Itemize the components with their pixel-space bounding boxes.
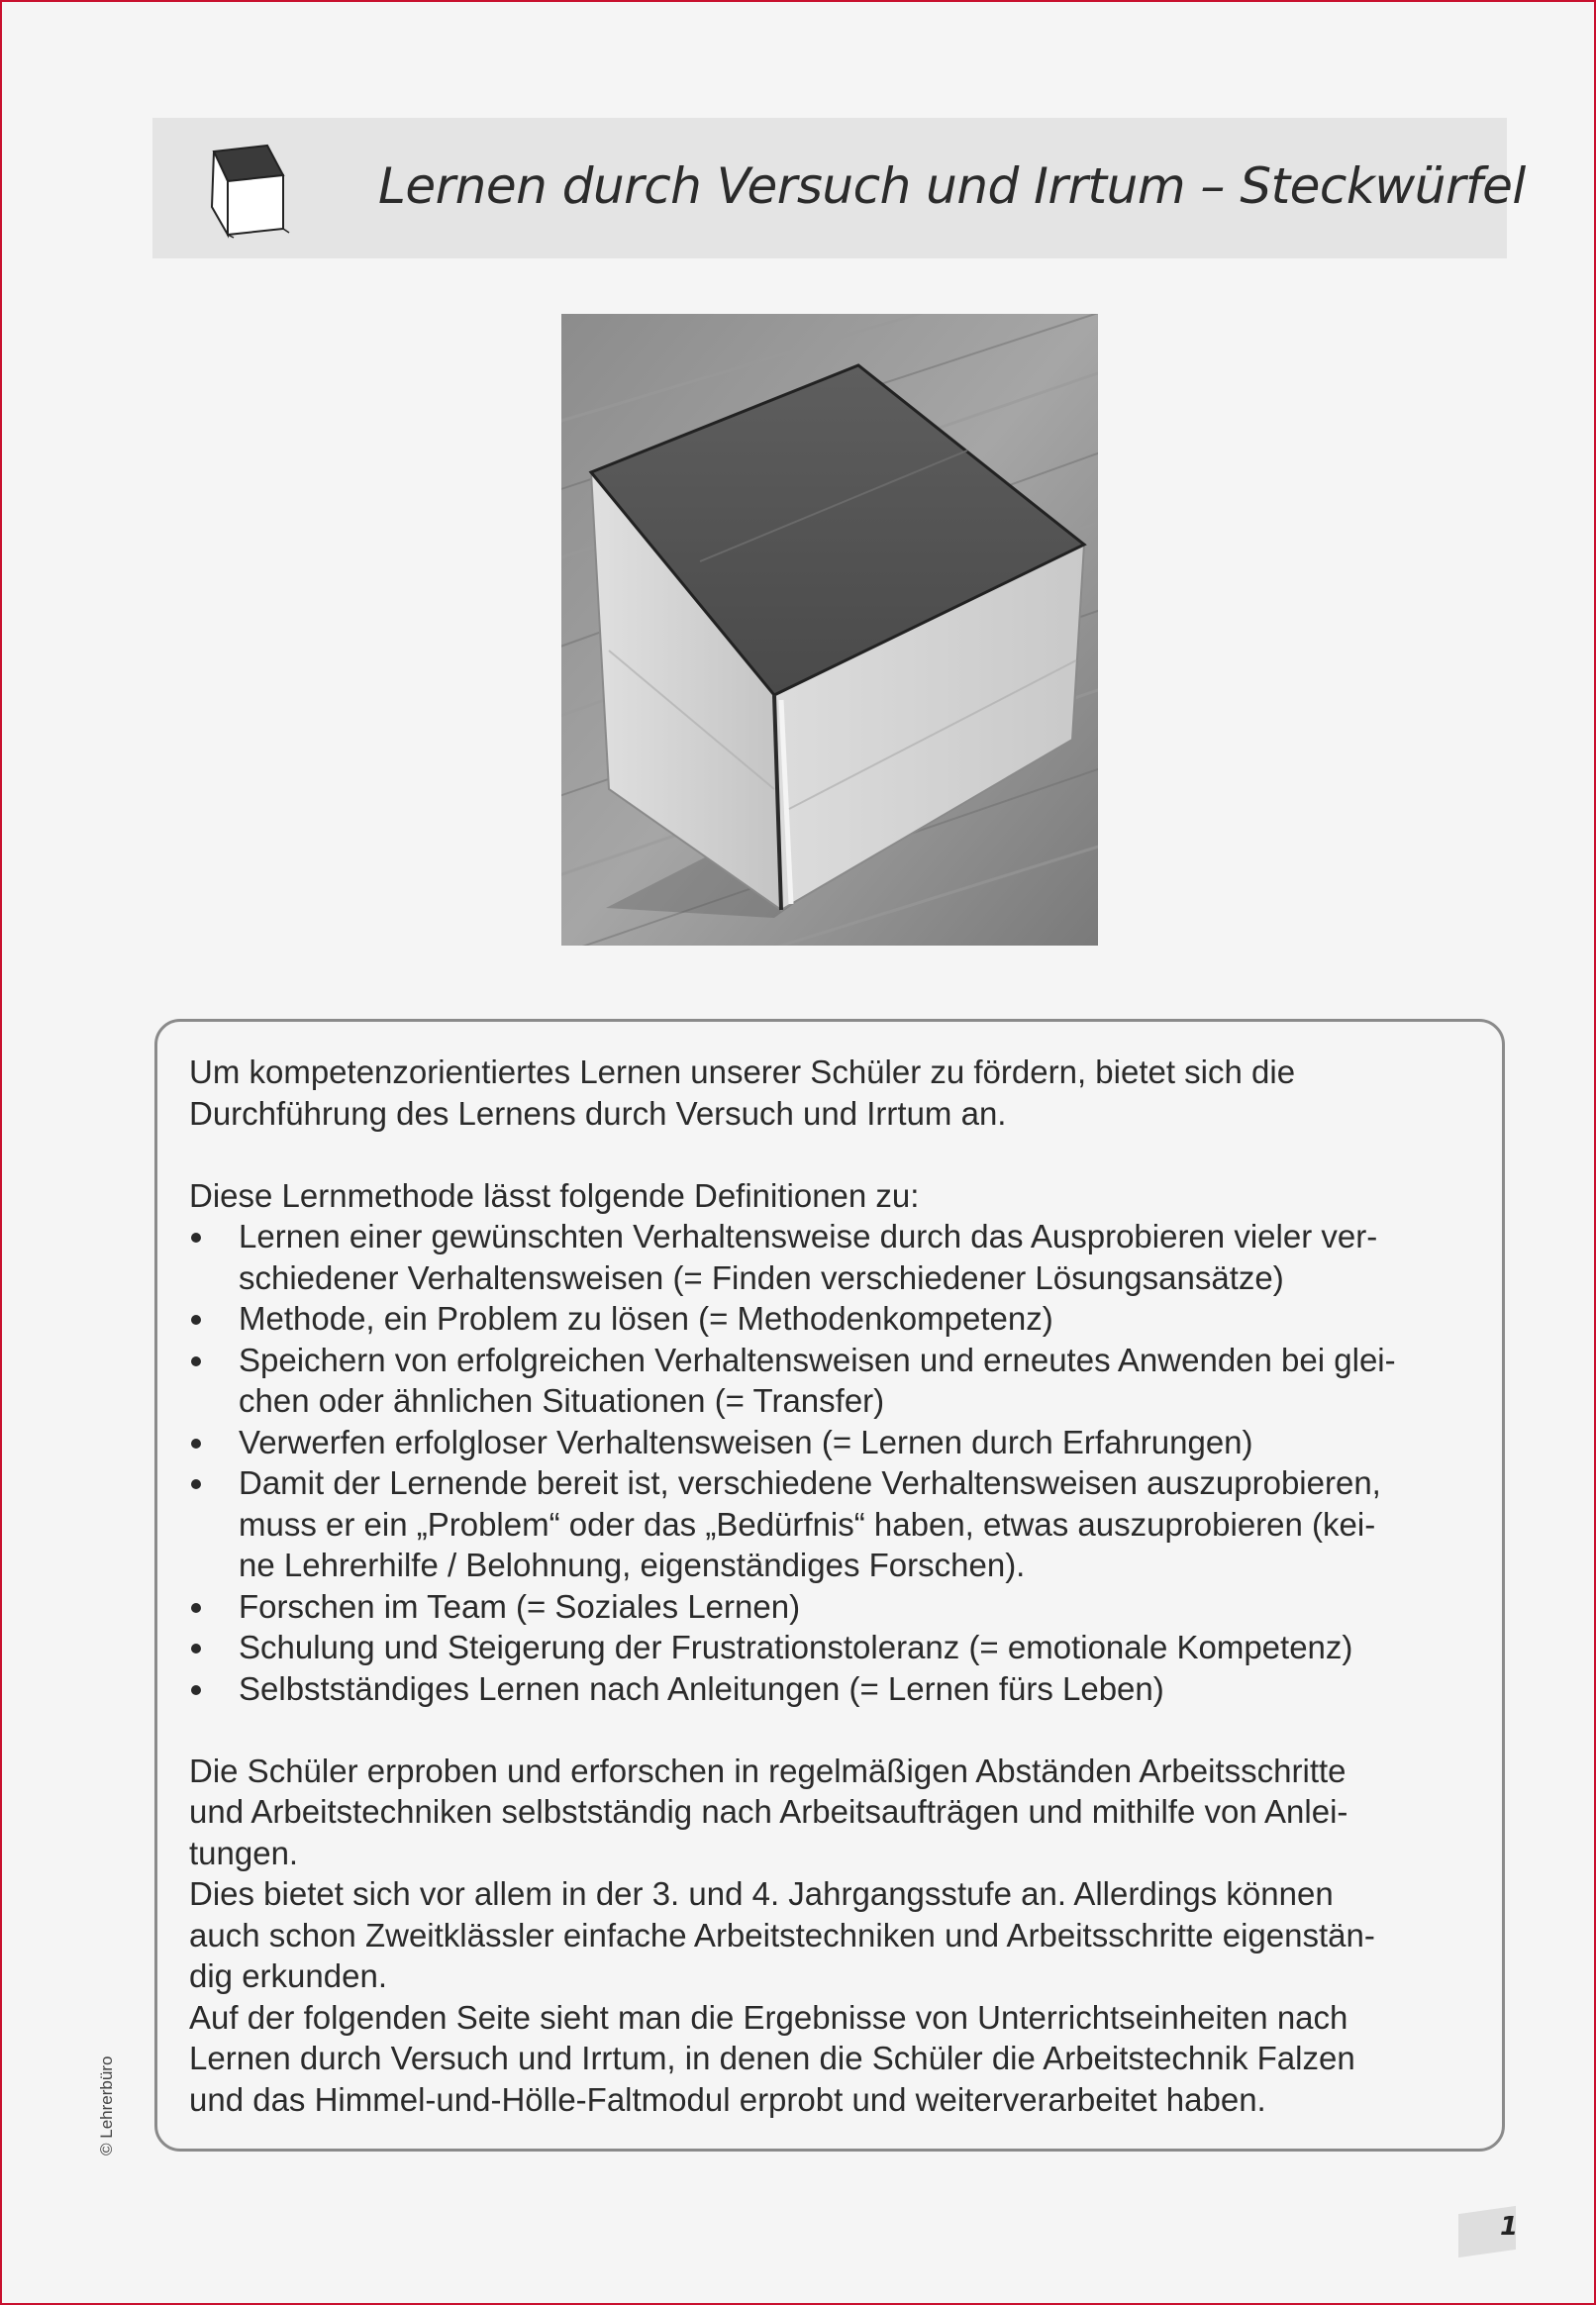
list-item: Verwerfen erfolgloser Verhaltensweisen (= Lernen durch Erfahrungen): [189, 1422, 1472, 1463]
closing-line: auch schon Zweitklässler einfache Arbeitstechniken und Arbeitsschritte eigenstän-: [189, 1916, 1375, 1954]
cube-icon: [204, 138, 313, 241]
list-item: Methode, ein Problem zu lösen (= Methodenkompetenz): [189, 1298, 1472, 1340]
closing-line: Die Schüler erproben und erforschen in regelmäßigen Abständen Arbeitsschritte: [189, 1752, 1347, 1789]
closing-line: Auf der folgenden Seite sieht man die Ergebnisse von Unterrichtseinheiten nach: [189, 1998, 1348, 2036]
list-item: Forschen im Team (= Soziales Lernen): [189, 1586, 1472, 1628]
page-number: 1: [1500, 2212, 1519, 2242]
intro-line: Um kompetenzorientiertes Lernen unserer Schüler zu fördern, bietet sich die: [189, 1053, 1296, 1090]
method-description-box: [154, 1019, 1505, 2152]
closing-line: Dies bietet sich vor allem in der 3. und 4. Jahrgangsstufe an. Allerdings können: [189, 1875, 1334, 1912]
copyright-notice: © Lehrerbüro: [97, 2055, 116, 2155]
definitions-list: [189, 1216, 1472, 1709]
title-banner: [152, 118, 1526, 258]
list-item: Schulung und Steigerung der Frustrationstoleranz (= emotionale Kompetenz): [189, 1627, 1472, 1668]
page-title: Lernen durch Versuch und Irrtum – Steckwürfel: [378, 157, 1526, 215]
closing-line: Lernen durch Versuch und Irrtum, in denen die Schüler die Arbeitstechnik Falzen: [189, 2040, 1355, 2076]
closing-line: und Arbeitstechniken selbstständig nach Arbeitsaufträgen und mithilfe von Anlei-: [189, 1793, 1348, 1830]
list-item: Damit der Lernende bereit ist, verschiedene Verhaltensweisen auszuprobieren, muss er ein „Problem“ oder das „Bedürfnis“ haben, etwas auszuprobieren (kei- ne Lehrerhilfe / Belohnung, eigenständiges Forschen).: [189, 1462, 1472, 1586]
closing-line: und das Himmel-und-Hölle-Faltmodul erprobt und weiterverarbeitet haben.: [189, 2080, 1266, 2118]
list-item: Lernen einer gewünschten Verhaltensweise durch das Ausprobieren vieler ver- schiedener Verhaltensweisen (= Finden verschiedener Lösungsansätze): [189, 1216, 1472, 1298]
list-item: Speichern von erfolgreichen Verhaltensweisen und erneutes Anwenden bei glei- chen oder ähnlichen Situationen (= Transfer): [189, 1340, 1472, 1422]
closing-line: tungen.: [189, 1834, 299, 1871]
cube-photo: [561, 314, 1098, 946]
intro-line: Durchführung des Lernens durch Versuch und Irrtum an.: [189, 1094, 1007, 1132]
definitions-intro: Diese Lernmethode lässt folgende Definitionen zu:: [189, 1176, 920, 1214]
list-item: Selbstständiges Lernen nach Anleitungen (= Lernen fürs Leben): [189, 1668, 1472, 1710]
closing-line: dig erkunden.: [189, 1957, 387, 1994]
